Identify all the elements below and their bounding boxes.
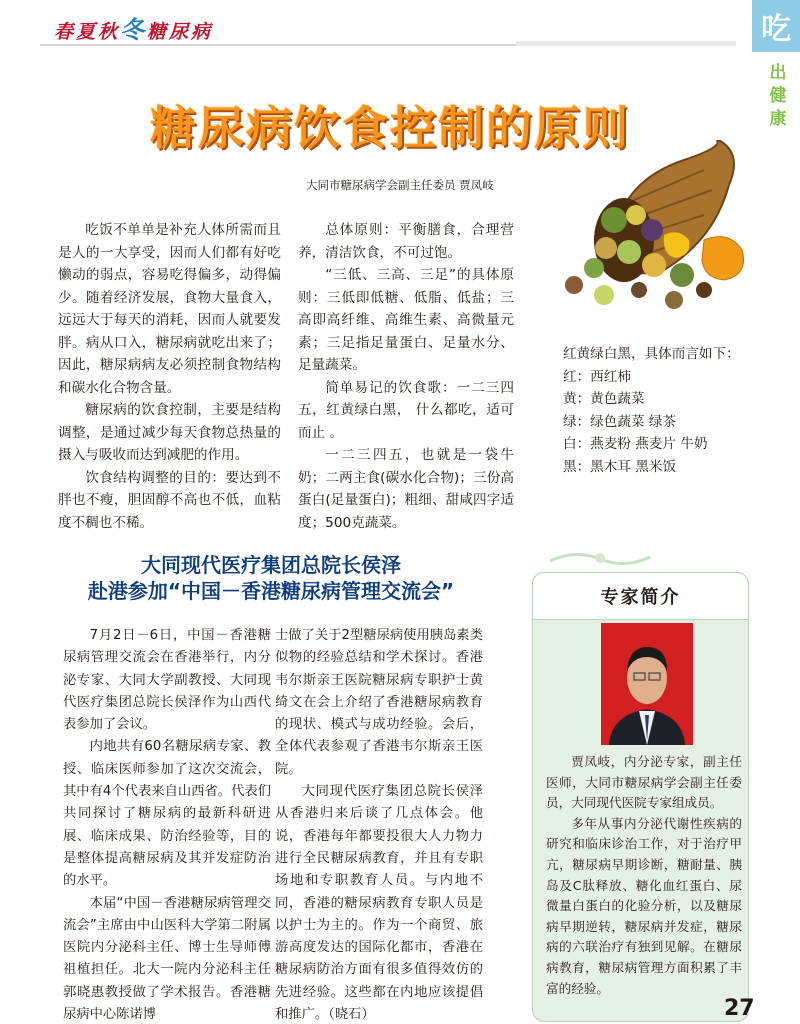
news-headline-line-2: 赴港参加“中国－香港糖尿病管理交流会” xyxy=(87,579,455,603)
expert-profile-heading: 专家简介 xyxy=(532,572,749,620)
article-paragraph: 吃饭不单单是补充人体所需而且是人的一大享受，因而人们都有好吃懒动的弱点，容易吃得偏多，动得偏少。随着经济发展，食物大量食入，远远大于每天的消耗，因而人就要发胖。病从口入，糖尿病就吃出来了；因此，糖尿病病友必须控制食物结构和碳水化合物含量。 xyxy=(58,222,281,396)
color-food-item: 黑：黑木耳 黑米饭 xyxy=(563,458,677,475)
news-paragraph: 士做了关于2型糖尿病使用胰岛素类似物的经验总结和学术探讨。香港韦尔斯亲王医院糖尿病专职护士黄绮文在会上介绍了香港糖尿病教育的现状、模式与成功经验。会后，全体代表参观了香港韦尔斯亲王医院。 xyxy=(275,628,483,777)
magazine-brand xyxy=(54,10,213,45)
news-paragraph: 大同现代医疗集团总院长侯泽从香港归来后谈了几点体会。他说，香港每年都要投很大人力物力进行全民糖尿病教育，并且有专职场地和专职教育人员。与内地不同，香港的糖尿病教育专职人员是以护士为主的。作为一个商贸、旅游高度发达的国际化都市，香港在糖尿病防治方面有很多值得效仿的先进经验。这些都在内地应该提倡和推广。（晓石） xyxy=(275,784,483,1023)
fruit xyxy=(617,240,641,264)
color-food-item: 白：燕麦粉 燕麦片 牛奶 xyxy=(563,436,708,452)
article-paragraph: “三低、三高、三足”的具体原则：三低即低糖、低脂、低盐；三高即高纤维、高维生素、高微量元素；三足指足量蛋白、足量水分、足量蔬菜。 xyxy=(298,267,514,373)
brand-text-c: 糖尿病 xyxy=(147,21,214,43)
section-subtitle-char: 出 xyxy=(769,63,787,83)
brand-text-a: 春夏秋 xyxy=(54,21,121,43)
fruit xyxy=(641,219,663,241)
pepper xyxy=(702,237,744,280)
fruit xyxy=(565,276,583,294)
ornament-icon xyxy=(545,547,655,569)
news-paragraph: 7月2日－6日，中国－香港糖尿病管理交流会在香港举行，内分泌专家、大同大学副教授、大同现代医疗集团总院长侯泽作为山西代表参加了会议。 xyxy=(63,628,271,733)
article-title: 糖尿病饮食控制的原则 xyxy=(150,101,630,155)
article-paragraph: 总体原则：平衡膳食，合理营养，清洁饮食，不可过饱。 xyxy=(298,222,514,261)
fruit xyxy=(601,207,627,233)
page-number: 27 xyxy=(724,996,755,1021)
color-food-item: 黄：黄色蔬菜 xyxy=(563,391,645,407)
article-paragraph: 饮食结构调整的目的：要达到不胖也不瘦，胆固醇不高也不低，血粘度不稠也不稀。 xyxy=(58,469,281,531)
news-headline-line-1: 大同现代医疗集团总院长侯泽 xyxy=(141,553,401,577)
color-food-list xyxy=(563,343,743,478)
fruit xyxy=(696,282,712,298)
section-subtitle-char: 健 xyxy=(769,86,787,106)
news-column-1 xyxy=(63,625,271,1024)
header-divider xyxy=(40,44,736,46)
article-byline: 大同市糖尿病学会副主任委员 贾凤岐 xyxy=(306,178,494,192)
expert-profile-text xyxy=(546,752,742,999)
fruit xyxy=(594,285,614,305)
article-paragraph: 简单易记的饮食歌：一二三四五，红黄绿白黑， 什么都吃，适可而止 。 xyxy=(298,379,514,441)
fruit xyxy=(626,205,646,225)
color-food-item: 红：西红柿 xyxy=(563,368,631,385)
fruit xyxy=(642,253,666,277)
section-subtitle xyxy=(766,62,790,131)
expert-paragraph: 多年从事内分泌代谢性疾病的研究和临床诊治工作，对于治疗甲亢，糖尿病早期诊断，糖耐量、胰岛及C肽释放、糖化血红蛋白、尿微量白蛋白的化验分析，以及糖尿病早期逆转，糖尿病并发症，糖尿病的六联治疗有独到见解。在糖尿病教育，糖尿病管理方面积累了丰富的经验。 xyxy=(546,815,742,996)
article-column-1 xyxy=(58,219,281,534)
fruit xyxy=(584,258,604,278)
expert-paragraph: 贾凤岐，内分泌专家，副主任医师，大同市糖尿病学会副主任委员，大同现代医院专家组成员。 xyxy=(546,754,742,811)
cornucopia-illustration xyxy=(554,140,750,330)
fruit xyxy=(665,291,683,309)
news-column-2 xyxy=(275,625,483,1024)
news-paragraph: 内地共有60名糖尿病专家、教授、临床医师参加了这次交流会，其中有4个代表来自山西省。代表们共同探讨了糖尿病的最新科研进展、临床成果、防治经验等，目的是整体提高糖尿病及其并发症防治的水平。 xyxy=(63,739,271,889)
expert-portrait xyxy=(601,623,693,745)
section-subtitle-char: 康 xyxy=(769,109,787,129)
article-paragraph: 一二三四五，也就是一袋牛奶；二两主食(碳水化合物)；三份高蛋白(足量蛋白)；粗细、甜咸四字适度；500克蔬菜。 xyxy=(298,447,514,531)
section-tab: 吃 xyxy=(752,0,800,52)
fruit xyxy=(670,263,694,287)
brand-text-winter: 冬 xyxy=(120,15,148,44)
fruit xyxy=(595,237,617,259)
article-paragraph: 糖尿病的饮食控制，主要是结构调整，是通过减少每天食物总热量的摄入与吸收而达到减肥的作用。 xyxy=(58,402,281,463)
color-food-item: 绿：绿色蔬菜 绿茶 xyxy=(563,413,677,430)
article-column-2 xyxy=(298,219,514,534)
fruit xyxy=(631,282,647,298)
color-food-intro: 红黄绿白黑，具体而言如下： xyxy=(563,346,740,362)
news-headline xyxy=(46,552,496,604)
news-paragraph: 本届“中国－香港糖尿病管理交流会”主席由中山医科大学第二附属医院内分泌科主任、博士生导师傅祖植担任。北大一院内分泌科主任郭晓惠教授做了学术报告。香港糖尿病中心陈诺博 xyxy=(63,895,271,1023)
